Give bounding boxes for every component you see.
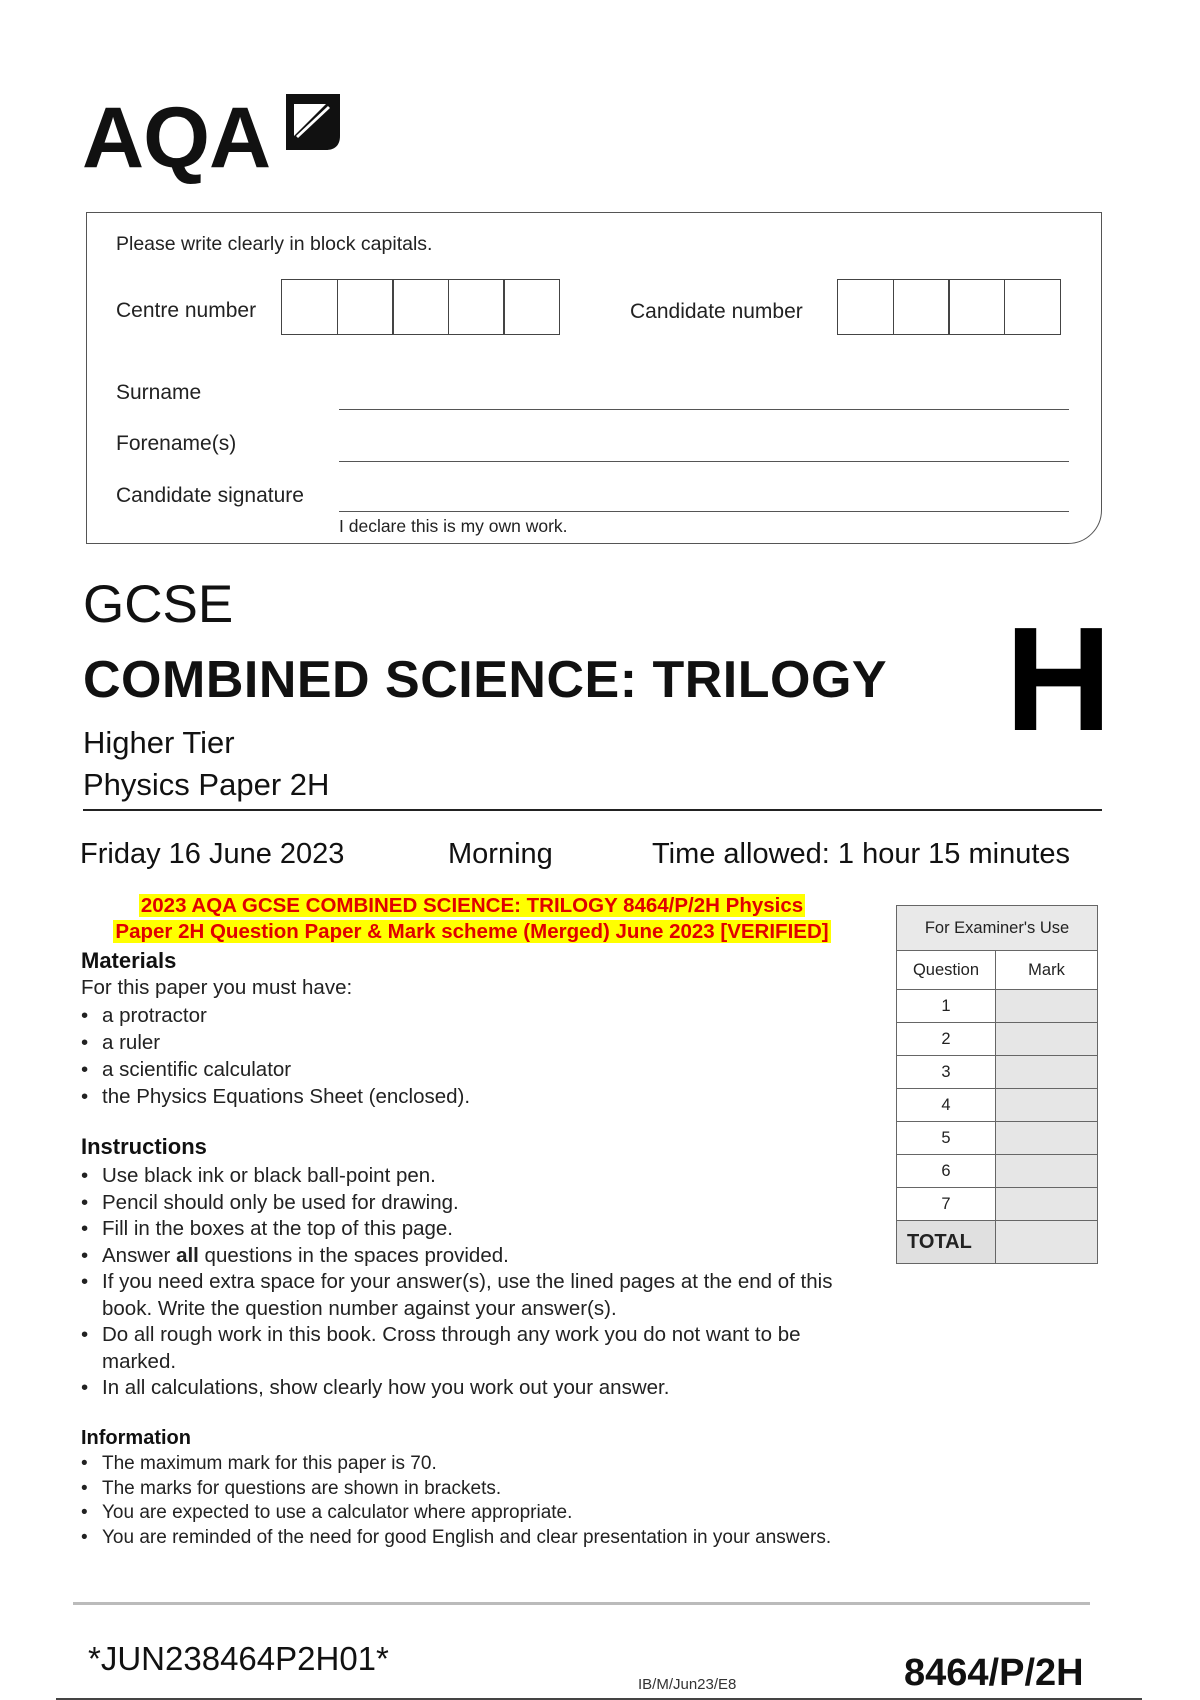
mark-cell (996, 990, 1098, 1023)
centre-digit-box[interactable] (503, 279, 560, 335)
exam-date: Friday 16 June 2023 (80, 838, 345, 870)
candidate-details-box (86, 212, 1102, 544)
list-item: • You are reminded of the need for good English and clear presentation in your answers. (81, 1526, 901, 1551)
logo-mark-icon (282, 92, 344, 154)
candidate-digit-box[interactable] (1004, 279, 1061, 335)
total-mark-cell (996, 1221, 1098, 1264)
mark-cell (996, 1056, 1098, 1089)
aqa-logo (82, 88, 352, 188)
table-row (897, 1023, 1098, 1056)
surname-label: Surname (116, 381, 202, 404)
centre-digit-box[interactable] (392, 279, 449, 335)
information-list (81, 1452, 901, 1550)
forenames-label: Forename(s) (116, 432, 237, 455)
information-heading: Information (81, 1427, 191, 1449)
list-item: • If you need extra space for your answer(s), use the lined pages at the end of this book. Write the question number against your answer(s). (81, 1269, 871, 1322)
surname-field[interactable] (339, 409, 1069, 410)
question-number: 7 (897, 1188, 996, 1221)
list-item: • In all calculations, show clearly how you work out your answer. (81, 1375, 871, 1402)
table-row (897, 1155, 1098, 1188)
banner-line-2: Paper 2H Question Paper & Mark scheme (Merged) June 2023 [VERIFIED] (115, 920, 829, 943)
mark-cell (996, 1089, 1098, 1122)
tier-letter: H (1005, 597, 1112, 762)
time-allowed: Time allowed: 1 hour 15 minutes (652, 838, 1071, 870)
examiner-use-table (896, 905, 1098, 1264)
list-item: • You are expected to use a calculator where appropriate. (81, 1501, 901, 1526)
list-item: • Answer all questions in the spaces provided. (81, 1243, 871, 1270)
logo-text: AQA (82, 90, 271, 186)
declaration-text: I declare this is my own work. (339, 516, 568, 536)
instructions-list (81, 1163, 871, 1402)
list-item: • Use black ink or black ball-point pen. (81, 1163, 871, 1190)
centre-number-label: Centre number (116, 299, 257, 322)
signature-label: Candidate signature (116, 484, 304, 507)
mark-cell (996, 1155, 1098, 1188)
block-capitals-instruction: Please write clearly in block capitals. (116, 233, 433, 255)
materials-heading: Materials (81, 948, 177, 973)
highlighted-banner (82, 893, 862, 945)
question-number: 1 (897, 990, 996, 1023)
reference-code: IB/M/Jun23/E8 (638, 1676, 737, 1693)
mark-cell (996, 1122, 1098, 1155)
candidate-digit-box[interactable] (948, 279, 1005, 335)
table-row (897, 1221, 1098, 1264)
list-item: • the Physics Equations Sheet (enclosed). (81, 1083, 841, 1110)
title-divider (83, 809, 1102, 811)
banner-line-1: 2023 AQA GCSE COMBINED SCIENCE: TRILOGY 8464/P/2H Physics (140, 894, 804, 917)
question-number: 2 (897, 1023, 996, 1056)
candidate-number-label: Candidate number (630, 300, 803, 323)
list-item: • The maximum mark for this paper is 70. (81, 1452, 901, 1477)
qualification-title: GCSE (83, 575, 234, 634)
table-row (897, 1056, 1098, 1089)
list-item: • Do all rough work in this book. Cross through any work you do not want to be marked. (81, 1322, 871, 1375)
table-row (897, 990, 1098, 1023)
list-item: • a protractor (81, 1002, 841, 1029)
mark-cell (996, 1188, 1098, 1221)
examiner-table-title: For Examiner's Use (897, 906, 1098, 951)
question-number: 5 (897, 1122, 996, 1155)
list-item: • a ruler (81, 1029, 841, 1056)
list-item: • a scientific calculator (81, 1056, 841, 1083)
instructions-heading: Instructions (81, 1134, 207, 1159)
question-number: 6 (897, 1155, 996, 1188)
centre-number-boxes[interactable] (281, 279, 559, 335)
footer-divider (73, 1602, 1090, 1605)
tier-label: Higher Tier (83, 725, 235, 760)
table-row (897, 1089, 1098, 1122)
candidate-number-boxes[interactable] (837, 279, 1059, 335)
centre-digit-box[interactable] (281, 279, 338, 335)
paper-code: 8464/P/2H (904, 1652, 1084, 1694)
materials-list (81, 1002, 841, 1110)
table-row (897, 1122, 1098, 1155)
centre-digit-box[interactable] (337, 279, 394, 335)
exam-session: Morning (448, 838, 553, 870)
total-label: TOTAL (897, 1221, 996, 1264)
forenames-field[interactable] (339, 461, 1069, 462)
table-row (897, 1188, 1098, 1221)
candidate-digit-box[interactable] (837, 279, 894, 335)
materials-intro: For this paper you must have: (81, 976, 353, 999)
mark-column-header: Mark (996, 951, 1098, 990)
subject-title: COMBINED SCIENCE: TRILOGY (83, 651, 888, 709)
list-item: • Fill in the boxes at the top of this page. (81, 1216, 871, 1243)
list-item: • The marks for questions are shown in brackets. (81, 1477, 901, 1502)
question-number: 4 (897, 1089, 996, 1122)
question-column-header: Question (897, 951, 996, 990)
centre-digit-box[interactable] (448, 279, 505, 335)
barcode-text: *JUN238464P2H01* (88, 1640, 389, 1677)
candidate-digit-box[interactable] (893, 279, 950, 335)
paper-label: Physics Paper 2H (83, 767, 330, 802)
list-item: • Pencil should only be used for drawing. (81, 1190, 871, 1217)
mark-cell (996, 1023, 1098, 1056)
signature-field[interactable] (339, 511, 1069, 512)
question-number: 3 (897, 1056, 996, 1089)
